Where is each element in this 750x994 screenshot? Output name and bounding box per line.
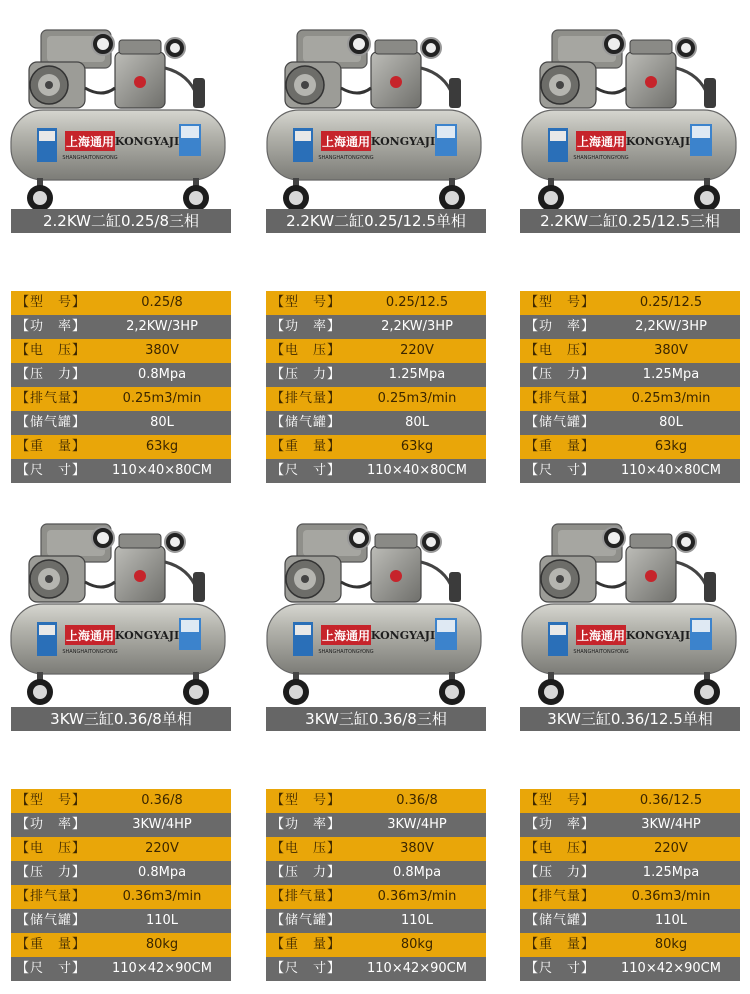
product-image — [263, 18, 485, 214]
spec-label: 【功 率】 — [16, 319, 87, 334]
spec-row — [11, 789, 231, 813]
spec-value: 1.25Mpa — [388, 367, 446, 382]
spec-row — [11, 363, 231, 387]
spec-label: 【重 量】 — [525, 937, 596, 952]
spec-row — [520, 957, 740, 981]
spec-value: 0.36/8 — [141, 793, 183, 808]
spec-row — [266, 363, 486, 387]
spec-table — [520, 789, 740, 981]
spec-label: 【排气量】 — [525, 889, 596, 904]
brand-sub-text: SHANGHAITONGYONG — [62, 649, 118, 655]
brand-en-text: KONGYAJI — [114, 135, 180, 148]
spec-row — [520, 339, 740, 363]
spec-value: 80L — [659, 415, 683, 430]
brand-en-text: KONGYAJI — [370, 629, 436, 642]
spec-label: 【排气量】 — [16, 391, 87, 406]
spec-value: 110L — [654, 913, 688, 928]
spec-label: 【尺 寸】 — [16, 463, 87, 478]
spec-row — [11, 315, 231, 339]
spec-label: 【排气量】 — [16, 889, 87, 904]
spec-value: 63kg — [400, 439, 434, 454]
spec-value: 0.36/12.5 — [639, 793, 703, 808]
spec-row — [520, 789, 740, 813]
spec-value: 110×42×90CM — [621, 961, 721, 976]
compressor-illustration — [518, 18, 740, 214]
spec-label: 【功 率】 — [271, 817, 342, 832]
compressor-illustration — [7, 512, 229, 708]
spec-label: 【尺 寸】 — [525, 961, 596, 976]
brand-sub-text: SHANGHAITONGYONG — [318, 649, 374, 655]
spec-value: 80L — [150, 415, 174, 430]
brand-cn-text: 上海通用 — [65, 629, 115, 643]
spec-row — [11, 885, 231, 909]
spec-row — [520, 315, 740, 339]
spec-row — [11, 909, 231, 933]
spec-label: 【电 压】 — [271, 343, 342, 358]
brand-en-text: KONGYAJI — [370, 135, 436, 148]
product-image — [7, 18, 229, 214]
spec-value: 2,2KW/3HP — [126, 319, 198, 334]
spec-label: 【排气量】 — [271, 889, 342, 904]
spec-value: 2,2KW/3HP — [381, 319, 453, 334]
spec-table — [266, 291, 486, 483]
brand-sub-text: SHANGHAITONGYONG — [318, 155, 374, 161]
brand-en-text: KONGYAJI — [625, 135, 691, 148]
spec-value: 80kg — [654, 937, 688, 952]
brand-cn-text: 上海通用 — [65, 135, 115, 149]
product-caption: 2.2KW二缸0.25/8三相 — [11, 209, 231, 233]
spec-label: 【储气罐】 — [16, 913, 87, 928]
spec-value: 0.8Mpa — [137, 865, 187, 880]
spec-label: 【型 号】 — [525, 295, 596, 310]
spec-label: 【尺 寸】 — [525, 463, 596, 478]
spec-value: 1.25Mpa — [642, 367, 700, 382]
spec-value: 0.36/8 — [396, 793, 438, 808]
product-caption: 2.2KW二缸0.25/12.5三相 — [520, 209, 740, 233]
spec-label: 【重 量】 — [16, 937, 87, 952]
spec-row — [520, 861, 740, 885]
spec-value: 380V — [145, 343, 179, 358]
spec-label: 【尺 寸】 — [271, 463, 342, 478]
spec-label: 【重 量】 — [271, 439, 342, 454]
spec-label: 【重 量】 — [16, 439, 87, 454]
spec-value: 110×40×80CM — [112, 463, 212, 478]
compressor-illustration — [263, 512, 485, 708]
brand-sub-text: SHANGHAITONGYONG — [62, 155, 118, 161]
spec-row — [11, 459, 231, 483]
spec-label: 【型 号】 — [271, 295, 342, 310]
spec-row — [266, 459, 486, 483]
spec-table — [11, 291, 231, 483]
spec-row — [520, 291, 740, 315]
product-caption: 2.2KW二缸0.25/12.5单相 — [266, 209, 486, 233]
spec-row — [520, 435, 740, 459]
spec-label: 【尺 寸】 — [16, 961, 87, 976]
spec-label: 【排气量】 — [271, 391, 342, 406]
spec-row — [266, 861, 486, 885]
spec-label: 【功 率】 — [525, 817, 596, 832]
spec-value: 0.36m3/min — [377, 889, 457, 904]
spec-value: 0.25m3/min — [631, 391, 711, 406]
spec-value: 110×40×80CM — [621, 463, 721, 478]
spec-value: 0.36m3/min — [631, 889, 711, 904]
spec-row — [266, 435, 486, 459]
spec-value: 110×42×90CM — [367, 961, 467, 976]
spec-value: 220V — [654, 841, 688, 856]
spec-label: 【型 号】 — [16, 793, 87, 808]
spec-row — [11, 411, 231, 435]
spec-table — [266, 789, 486, 981]
product-caption: 3KW三缸0.36/8三相 — [266, 707, 486, 731]
spec-label: 【型 号】 — [16, 295, 87, 310]
spec-label: 【储气罐】 — [271, 415, 342, 430]
spec-value: 0.25m3/min — [377, 391, 457, 406]
brand-cn-text: 上海通用 — [321, 629, 371, 643]
brand-cn-text: 上海通用 — [321, 135, 371, 149]
product-image — [518, 512, 740, 708]
spec-value: 80kg — [400, 937, 434, 952]
spec-label: 【压 力】 — [525, 367, 596, 382]
spec-value: 3KW/4HP — [387, 817, 447, 832]
brand-sub-text: SHANGHAITONGYONG — [573, 155, 629, 161]
spec-row — [266, 909, 486, 933]
spec-row — [11, 861, 231, 885]
brand-cn-text: 上海通用 — [576, 629, 626, 643]
spec-label: 【功 率】 — [16, 817, 87, 832]
spec-row — [266, 837, 486, 861]
spec-label: 【储气罐】 — [16, 415, 87, 430]
spec-row — [520, 933, 740, 957]
spec-label: 【电 压】 — [525, 841, 596, 856]
spec-row — [520, 363, 740, 387]
spec-value: 220V — [145, 841, 179, 856]
spec-row — [11, 339, 231, 363]
spec-label: 【型 号】 — [271, 793, 342, 808]
spec-value: 63kg — [654, 439, 688, 454]
spec-label: 【压 力】 — [271, 865, 342, 880]
spec-value: 110×42×90CM — [112, 961, 212, 976]
spec-label: 【电 压】 — [525, 343, 596, 358]
product-image — [518, 18, 740, 214]
spec-label: 【重 量】 — [525, 439, 596, 454]
spec-value: 0.8Mpa — [392, 865, 442, 880]
spec-value: 0.8Mpa — [137, 367, 187, 382]
spec-label: 【功 率】 — [271, 319, 342, 334]
spec-row — [11, 837, 231, 861]
spec-row — [11, 435, 231, 459]
spec-label: 【排气量】 — [525, 391, 596, 406]
spec-label: 【电 压】 — [16, 343, 87, 358]
spec-row — [11, 291, 231, 315]
spec-row — [11, 813, 231, 837]
compressor-illustration — [263, 18, 485, 214]
brand-en-text: KONGYAJI — [625, 629, 691, 642]
spec-value: 80L — [405, 415, 429, 430]
product-caption: 3KW三缸0.36/12.5单相 — [520, 707, 740, 731]
spec-label: 【储气罐】 — [525, 415, 596, 430]
spec-row — [266, 885, 486, 909]
spec-label: 【重 量】 — [271, 937, 342, 952]
spec-value: 1.25Mpa — [642, 865, 700, 880]
brand-en-text: KONGYAJI — [114, 629, 180, 642]
spec-row — [266, 933, 486, 957]
spec-row — [266, 813, 486, 837]
spec-label: 【功 率】 — [525, 319, 596, 334]
spec-row — [266, 957, 486, 981]
spec-value: 0.25/8 — [141, 295, 183, 310]
spec-row — [11, 933, 231, 957]
spec-table — [11, 789, 231, 981]
spec-table — [520, 291, 740, 483]
spec-value: 63kg — [145, 439, 179, 454]
spec-row — [520, 387, 740, 411]
spec-value: 0.36m3/min — [122, 889, 202, 904]
compressor-illustration — [7, 18, 229, 214]
spec-label: 【储气罐】 — [271, 913, 342, 928]
spec-label: 【型 号】 — [525, 793, 596, 808]
spec-value: 110L — [145, 913, 179, 928]
spec-row — [520, 411, 740, 435]
spec-label: 【压 力】 — [16, 865, 87, 880]
product-image — [263, 512, 485, 708]
product-caption: 3KW三缸0.36/8单相 — [11, 707, 231, 731]
spec-value: 3KW/4HP — [132, 817, 192, 832]
spec-value: 0.25/12.5 — [385, 295, 449, 310]
spec-label: 【压 力】 — [16, 367, 87, 382]
spec-row — [520, 459, 740, 483]
spec-row — [266, 789, 486, 813]
spec-value: 220V — [400, 343, 434, 358]
spec-value: 80kg — [145, 937, 179, 952]
spec-value: 3KW/4HP — [641, 817, 701, 832]
brand-sub-text: SHANGHAITONGYONG — [573, 649, 629, 655]
spec-label: 【尺 寸】 — [271, 961, 342, 976]
spec-row — [266, 315, 486, 339]
spec-value: 380V — [654, 343, 688, 358]
compressor-illustration — [518, 512, 740, 708]
brand-cn-text: 上海通用 — [576, 135, 626, 149]
spec-row — [520, 909, 740, 933]
product-image — [7, 512, 229, 708]
spec-row — [520, 837, 740, 861]
spec-label: 【压 力】 — [271, 367, 342, 382]
spec-value: 0.25/12.5 — [639, 295, 703, 310]
spec-value: 110×40×80CM — [367, 463, 467, 478]
spec-label: 【电 压】 — [16, 841, 87, 856]
spec-label: 【电 压】 — [271, 841, 342, 856]
spec-row — [266, 339, 486, 363]
spec-value: 110L — [400, 913, 434, 928]
spec-row — [520, 885, 740, 909]
spec-row — [520, 813, 740, 837]
spec-row — [266, 387, 486, 411]
spec-label: 【储气罐】 — [525, 913, 596, 928]
spec-value: 2,2KW/3HP — [635, 319, 707, 334]
spec-row — [11, 957, 231, 981]
spec-value: 0.25m3/min — [122, 391, 202, 406]
spec-value: 380V — [400, 841, 434, 856]
spec-row — [266, 411, 486, 435]
spec-row — [266, 291, 486, 315]
spec-row — [11, 387, 231, 411]
spec-label: 【压 力】 — [525, 865, 596, 880]
